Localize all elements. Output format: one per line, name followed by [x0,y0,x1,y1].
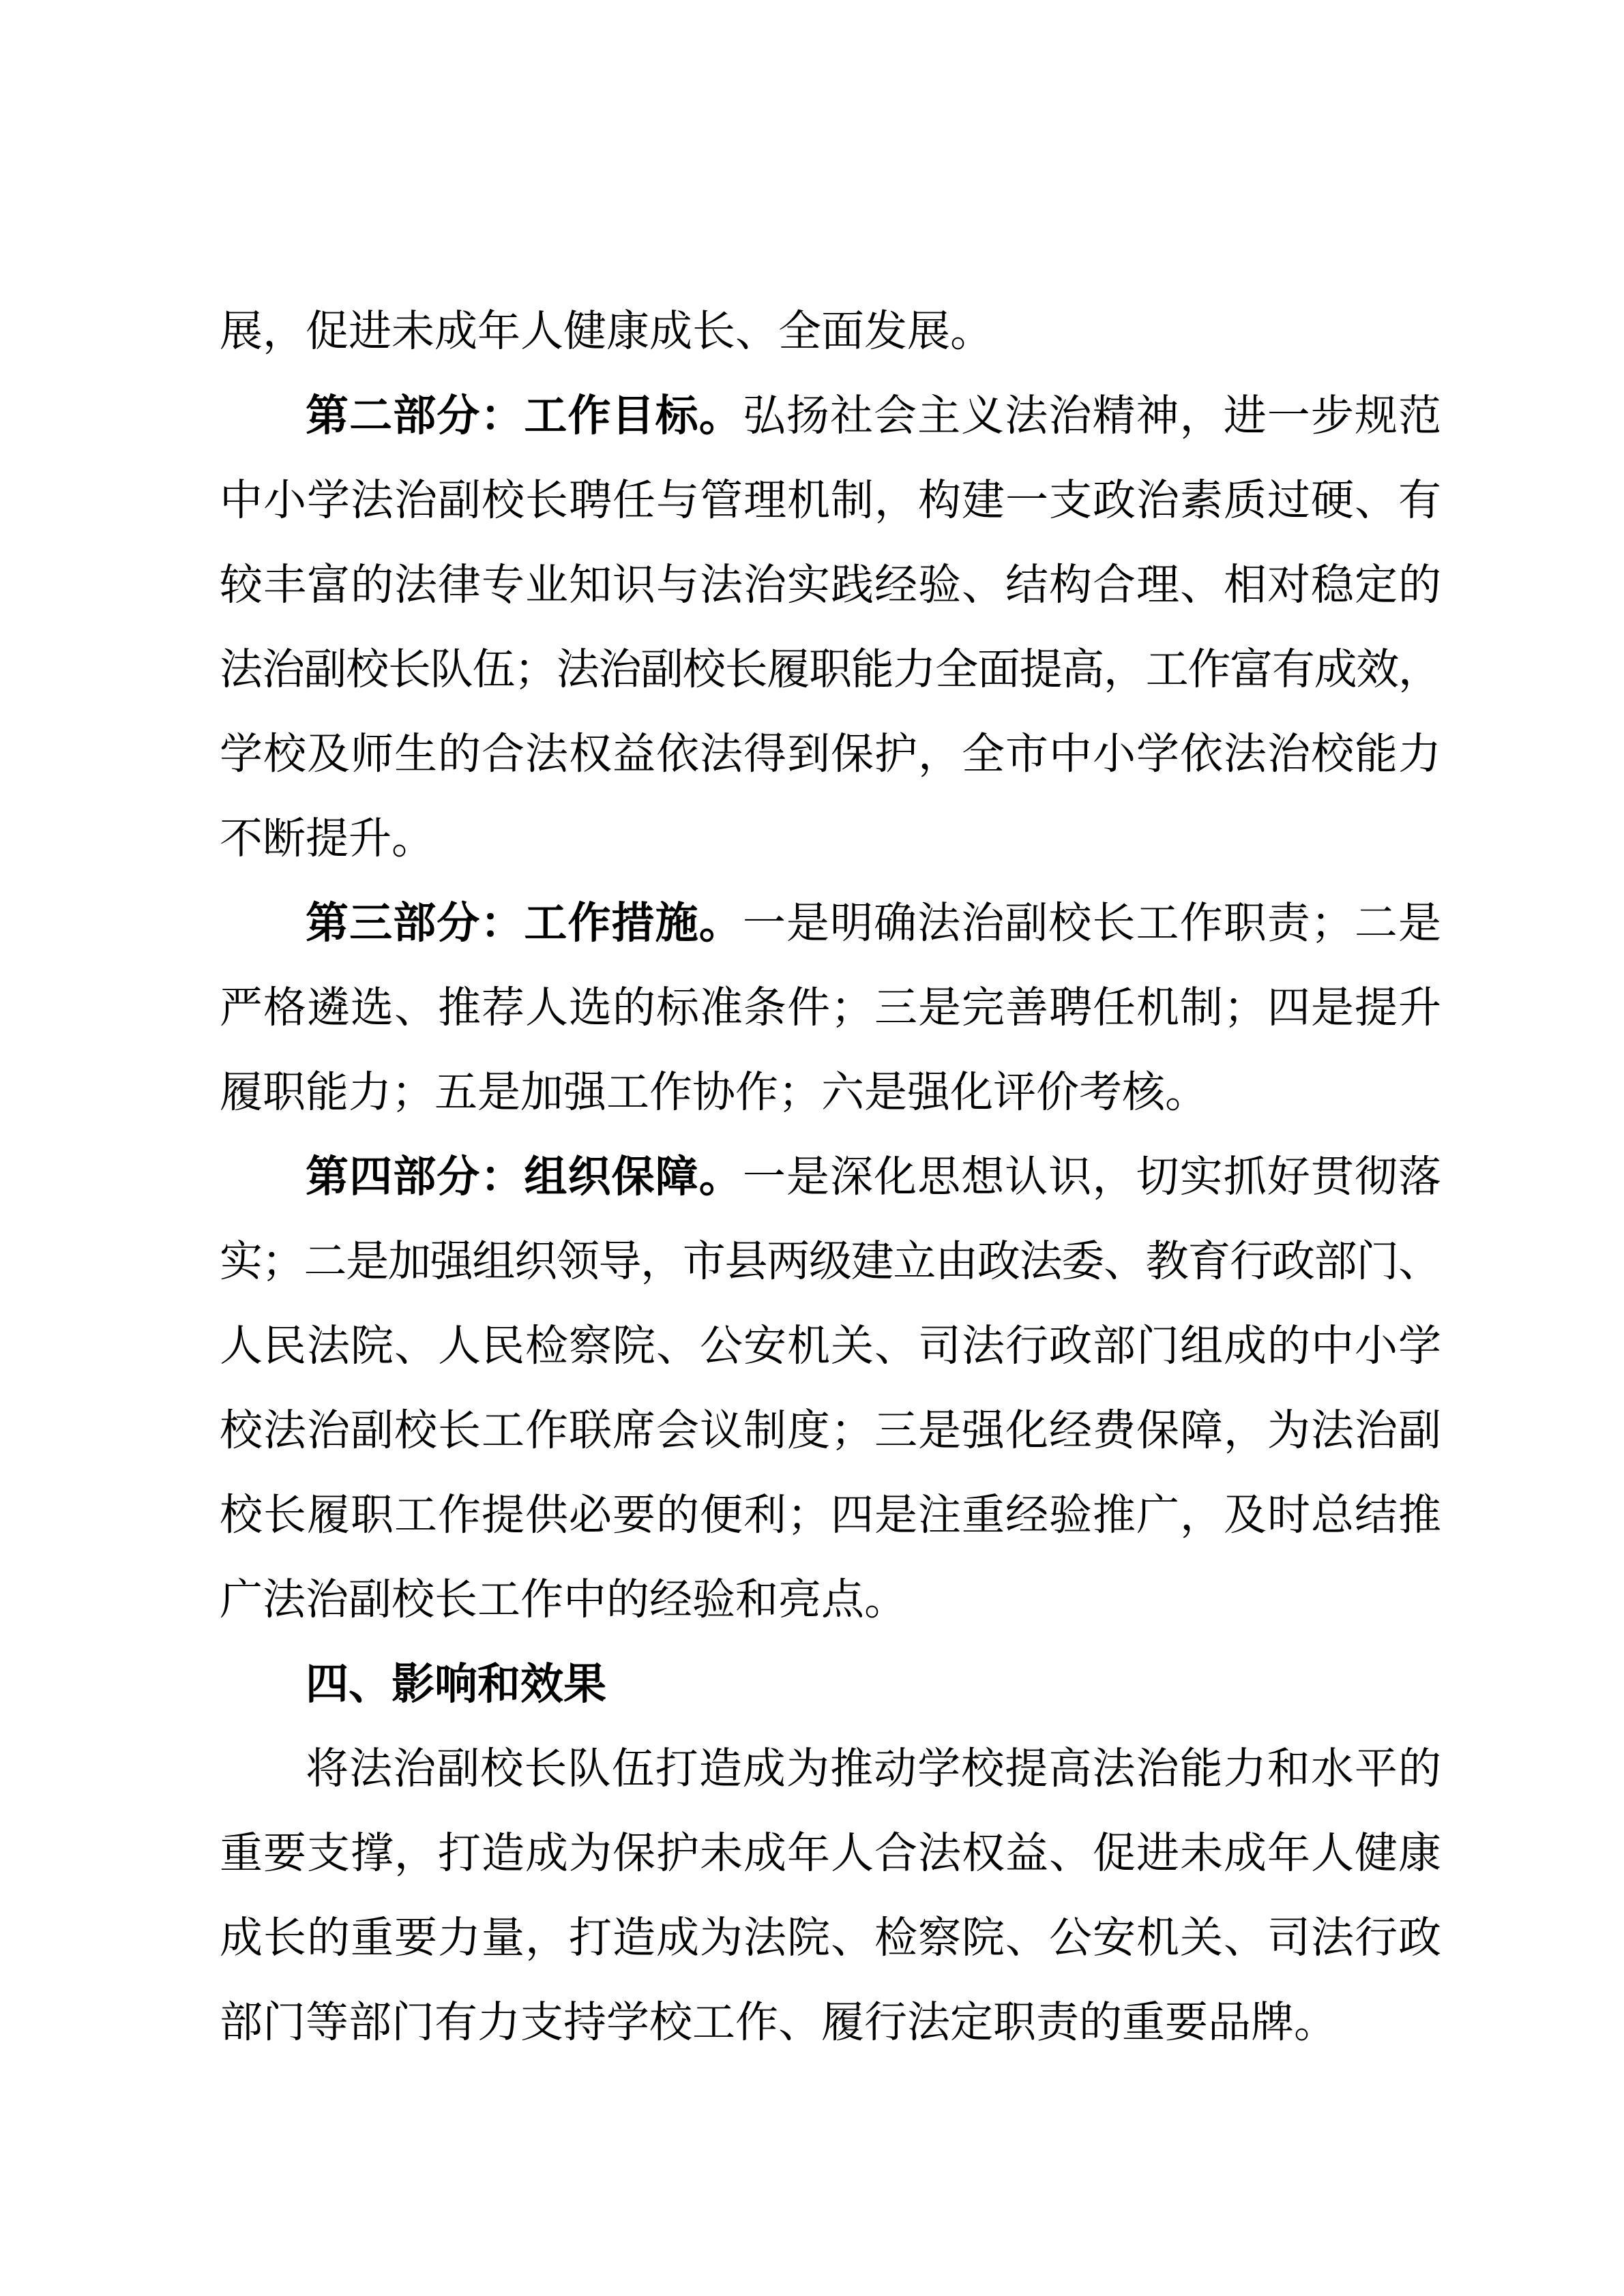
text-line-content [220,712,1442,796]
text-segment: 严格遴选、推荐人选的标准条件；三是完善聘任机制；四是提升 [220,984,1442,1032]
text-line [220,289,1441,374]
text-line-content [306,881,1442,966]
text-line [220,966,1441,1050]
text-segment: 实；二是加强组织领导，市县两级建立由政法委、教育行政部门、 [220,1238,1441,1285]
text-line-content [220,543,1442,627]
text-line [220,1727,1441,1811]
text-segment: 一是深化思想认识，切实抓好贯彻落 [742,1153,1443,1201]
text-line [220,627,1441,712]
text-line [220,1811,1441,1896]
text-line-content [220,1050,1208,1135]
bold-label-segment: 第二部分：工作目标。 [306,392,743,440]
text-segment: 部门等部门有力支持学校工作、履行法定职责的重要品牌。 [220,1999,1337,2046]
text-segment: 成长的重要力量，打造成为法院、检察院、公安机关、司法行政 [220,1914,1442,1962]
text-line-content [220,1980,1337,2065]
text-line-content [306,1642,606,1727]
text-line-content [220,1811,1442,1896]
text-segment: 一是明确法治副校长工作职责；二是 [742,899,1443,947]
text-line-content [220,627,1441,712]
text-segment: 重要支撑，打造成为保护未成年人合法权益、促进未成年人健康 [220,1830,1442,1877]
text-line [220,1473,1441,1557]
text-segment: 广法治副校长工作中的经验和亮点。 [220,1576,907,1624]
text-line-content [220,1219,1441,1304]
text-line [220,1050,1441,1135]
text-line [220,1642,1441,1727]
text-line-content [220,458,1442,543]
text-line [220,1557,1441,1642]
text-line-content [220,966,1442,1050]
text-line [220,1219,1441,1304]
text-line-content [220,1388,1442,1473]
bold-label-segment: 第四部分：组织保障。 [306,1153,743,1201]
text-line [220,712,1441,796]
text-segment: 学校及师生的合法权益依法得到保护，全市中小学依法治校能力 [220,730,1442,778]
text-line [220,796,1441,881]
text-line-content [306,374,1442,458]
text-segment: 法治副校长队伍；法治副校长履职能力全面提高，工作富有成效， [220,646,1441,694]
heading-segment: 四、影响和效果 [306,1660,606,1708]
text-line [220,1135,1441,1219]
text-line-content [220,1304,1442,1388]
text-line-content [306,1727,1442,1811]
text-line-content [220,796,434,881]
text-segment: 展，促进未成年人健康成长、全面发展。 [220,308,993,355]
text-segment: 将法治副校长队伍打造成为推动学校提高法治能力和水平的 [306,1745,1443,1793]
text-line-content [220,1896,1442,1980]
text-line [220,1388,1441,1473]
text-line-content [220,1557,907,1642]
document-text-block [220,289,1441,2065]
text-line [220,374,1441,458]
text-line [220,1896,1441,1980]
text-segment: 校法治副校长工作联席会议制度；三是强化经费保障，为法治副 [220,1407,1442,1455]
text-line [220,543,1441,627]
text-line [220,458,1441,543]
text-line [220,1304,1441,1388]
text-segment: 较丰富的法律专业知识与法治实践经验、结构合理、相对稳定的 [220,561,1442,609]
text-line-content [306,1135,1442,1219]
text-segment: 不断提升。 [220,815,434,863]
bold-label-segment: 第三部分：工作措施。 [306,899,743,947]
text-segment: 弘扬社会主义法治精神，进一步规范 [742,392,1443,440]
text-line-content [220,1473,1442,1557]
text-line [220,881,1441,966]
text-segment: 履职能力；五是加强工作协作；六是强化评价考核。 [220,1069,1208,1116]
text-segment: 校长履职工作提供必要的便利；四是注重经验推广，及时总结推 [220,1491,1442,1539]
text-line-content [220,289,993,374]
text-line [220,1980,1441,2065]
text-segment: 中小学法治副校长聘任与管理机制，构建一支政治素质过硬、有 [220,477,1442,524]
text-segment: 人民法院、人民检察院、公安机关、司法行政部门组成的中小学 [220,1322,1442,1370]
